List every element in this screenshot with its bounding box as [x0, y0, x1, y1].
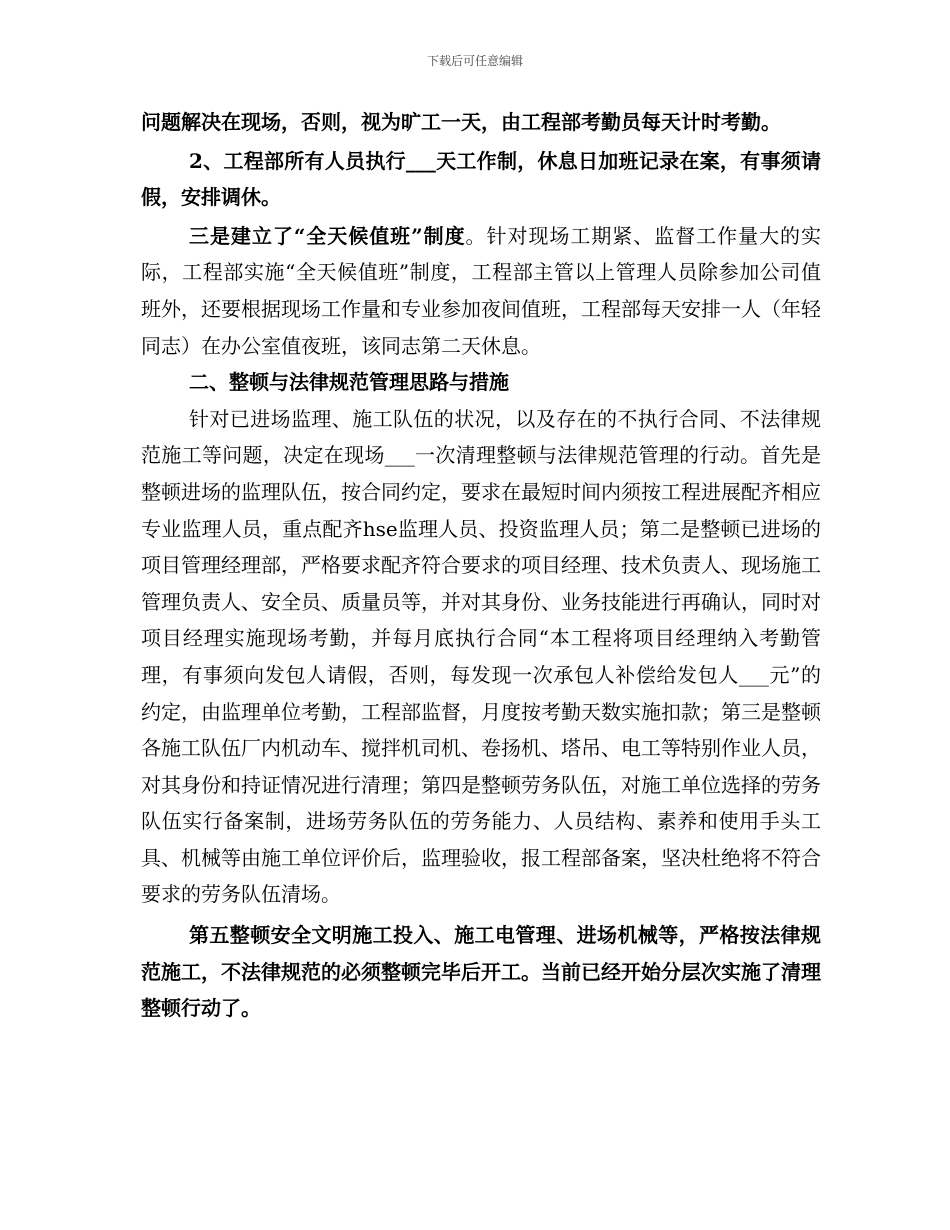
section-heading-rectification: 二、整顿与法律规范管理思路与措施 — [189, 370, 509, 395]
paragraph-duty-system — [141, 218, 821, 364]
paragraph-fifth-rectification: 第五整顿安全文明施工投入、施工电管理、进场机械等，严格按法律规范施工，不法律规范的必须整顿完毕后开工。当前已经开始分层次实施了清理整顿行动了。 — [141, 923, 821, 1021]
paragraph-work-schedule: 2、工程部所有人员执行___天工作制，休息日加班记录在案，有事须请假，安排调休。 — [141, 148, 821, 210]
document-body — [141, 104, 821, 1027]
duty-system-body: 。针对现场工期紧、监督工作量大的实际，工程部实施“全天候值班”制度，工程部主管以上管理人员除参加公司值班外，还要根据现场工作量和专业参加夜间值班，工程部每天安排一人（年轻同志）在办公室值夜班，该同志第二天休息。 — [141, 223, 822, 358]
page-header: 下载后可任意编辑 — [426, 54, 523, 68]
paragraph-rectification-measures: 针对已进场监理、施工队伍的状况，以及存在的不执行合同、不法律规范施工等问题，决定在现场___一次清理整顿与法律规范管理的行动。首先是整顿进场的监理队伍，按合同约定，要求在最短时间内须按工程进展配齐相应专业监理人员，重点配齐hse监理人员、投资监理人员；第二是整顿已进场的项目管理经理部，严格要求配齐符合要求的项目经理、技术负责人、现场施工管理负责人、安全员、质量员等，并对其身份、业务技能进行再确认，同时对项目经理实施现场考勤，并每月底执行合同“本工程将项目经理纳入考勤管理，有事须向发包人请假，否则，每发现一次承包人补偿给发包人___元”的约定，由监理单位考勤，工程部监督，月度按考勤天数实施扣款；第三是整顿各施工队伍厂内机动车、搅拌机司机、卷扬机、塔吊、电工等特别作业人员，对其身份和持证情况进行清理；第四是整顿劳务队伍，对施工单位选择的劳务队伍实行备案制，进场劳务队伍的劳务能力、人员结构、素养和使用手头工具、机械等由施工单位评价后，监理验收，报工程部备案，坚决杜绝将不符合要求的劳务队伍清场。 — [141, 406, 821, 907]
paragraph-attendance-continued: 问题解决在现场，否则，视为旷工一天，由工程部考勤员每天计时考勤。 — [141, 110, 781, 134]
duty-system-lead: 三是建立了“全天候值班”制度 — [189, 223, 466, 248]
